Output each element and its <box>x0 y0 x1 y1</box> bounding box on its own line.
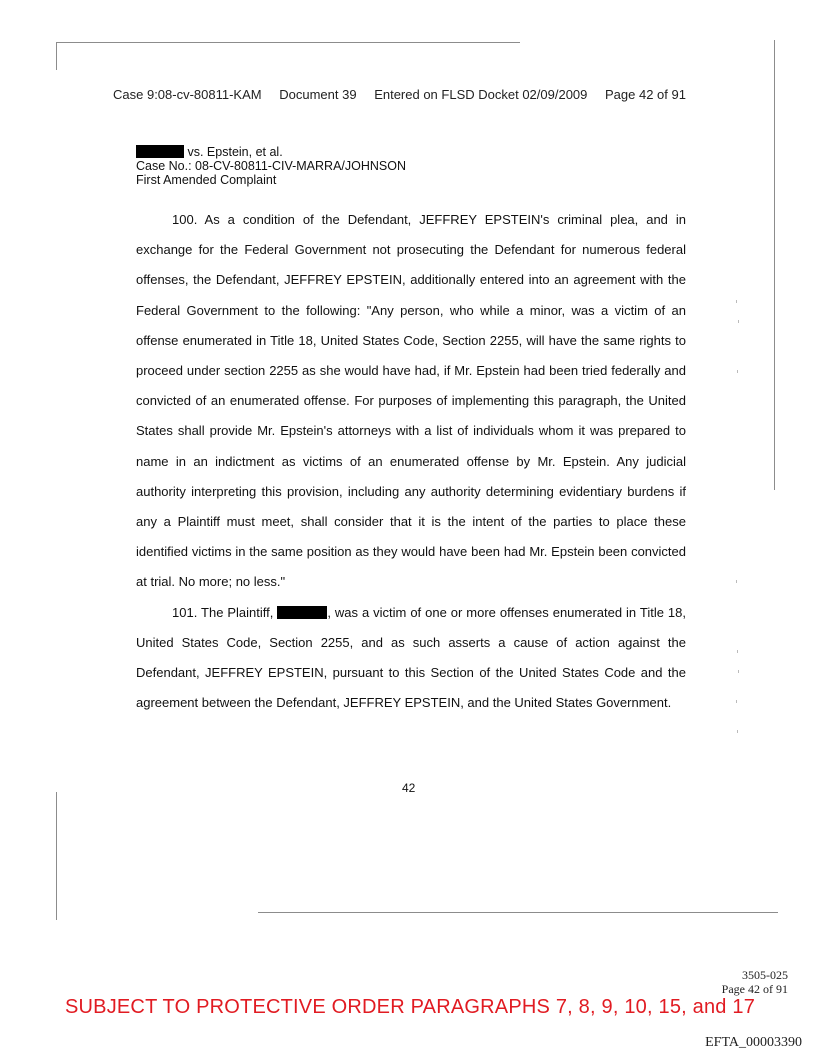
document-number: Document 39 <box>279 87 357 102</box>
protective-order-notice: SUBJECT TO PROTECTIVE ORDER PARAGRAPHS 7, 8, 9, 10, 15, and 17 <box>64 996 756 1018</box>
bottom-border-line <box>258 912 778 913</box>
right-border-line <box>774 40 775 490</box>
case-number: Case 9:08-cv-80811-KAM <box>113 87 262 102</box>
paragraph-101-rest: , was a victim of one or more offenses enumerated in Title 18, United States Code, Section 2255, and as such asserts a cause of action against the Defendant, JEFFREY EPSTEIN, pursuant to this Section of the United States Code and the agreement between the Defendant, JEFFREY EPSTEIN, and the United States Government. <box>136 604 686 711</box>
bates-stamp <box>722 968 788 996</box>
case-caption <box>136 145 406 187</box>
page-number: 42 <box>402 781 416 795</box>
left-bottom-border-line <box>56 792 57 920</box>
left-border-line <box>56 42 57 70</box>
court-filing-header <box>113 87 700 102</box>
complaint-body <box>136 205 686 718</box>
docket-entry: Entered on FLSD Docket 02/09/2009 <box>374 87 588 102</box>
caption-doc-title: First Amended Complaint <box>136 173 277 187</box>
paragraph-101-start: 101. The Plaintiff, <box>172 604 274 620</box>
stamp-code: 3505-025 <box>742 968 788 982</box>
paragraph-101 <box>136 598 686 719</box>
top-border-line <box>56 42 520 43</box>
stamp-page: Page 42 of 91 <box>721 982 788 996</box>
redaction-box <box>136 145 184 158</box>
caption-case-no: Case No.: 08-CV-80811-CIV-MARRA/JOHNSON <box>136 159 406 173</box>
caption-parties: vs. Epstein, et al. <box>187 145 283 159</box>
header-page: Page 42 of 91 <box>605 87 686 102</box>
scan-specks <box>736 290 744 790</box>
paragraph-100: 100. As a condition of the Defendant, JEFFREY EPSTEIN's criminal plea, and in exchange for the Federal Government not prosecuting the Defendant for numerous federal offenses, the Defendant, JEFFREY EPSTEIN, additionally entered into an agreement with the Federal Government to the following: "Any person, who while a minor, was a victim of an offense enumerated in Title 18, United States Code, Section 2255, will have the same rights to proceed under section 2255 as she would have had, if Mr. Epstein had been tried federally and convicted of an enumerated offense. For purposes of implementing this paragraph, the United States shall provide Mr. Epstein's attorneys with a list of individuals whom it was prepared to name in an indictment as victims of an enumerated offense by Mr. Epstein. Any judicial authority interpreting this provision, including any authority determining evidentiary burdens if any a Plaintiff must meet, shall consider that it is the intent of the parties to place these identified victims in the same position as they would have been had Mr. Epstein been convicted at trial. No more; no less." <box>136 212 686 590</box>
redaction-box <box>277 606 327 619</box>
efta-identifier: EFTA_00003390 <box>705 1035 802 1050</box>
